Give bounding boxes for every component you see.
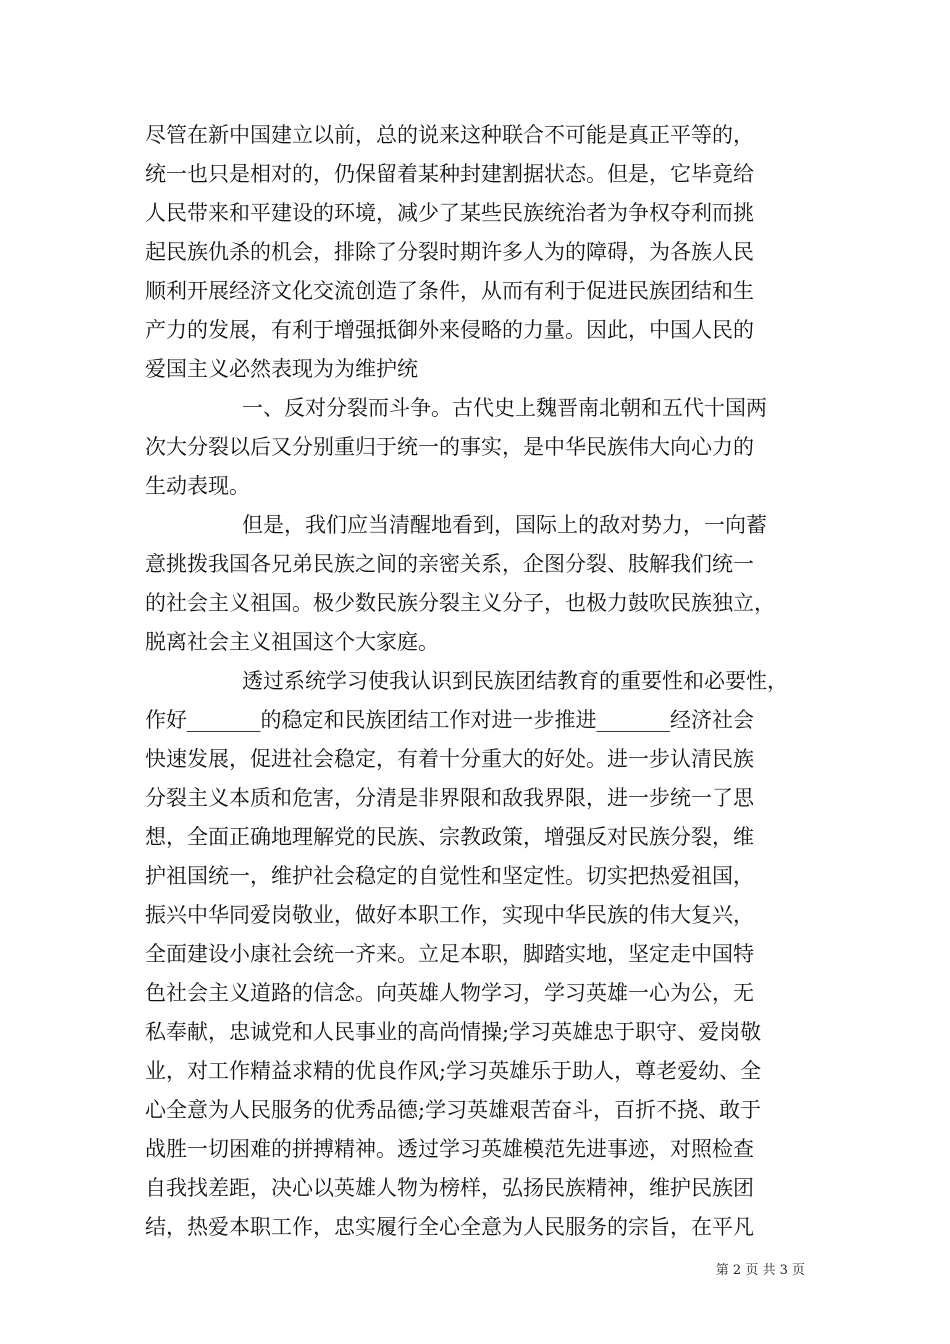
text-line: 想，全面正确地理解党的民族、宗教政策，增强反对民族分裂，维 bbox=[145, 825, 754, 849]
text-line: 作好_______的稳定和民族团结工作对进一步推进_______经济社会 bbox=[145, 708, 754, 732]
text-line: 振兴中华同爱岗敬业，做好本职工作，实现中华民族的伟大复兴， bbox=[145, 903, 754, 927]
text-line: 业，对工作精益求精的优良作风;学习英雄乐于助人，尊老爱幼、全 bbox=[145, 1059, 762, 1083]
text-line: 的社会主义祖国。极少数民族分裂主义分子，也极力鼓吹民族独立， bbox=[145, 591, 775, 615]
text-line: 心全意为人民服务的优秀品德;学习英雄艰苦奋斗，百折不挠、敢于 bbox=[145, 1098, 762, 1122]
text-line: 分裂主义本质和危害，分清是非界限和敌我界限，进一步统一了思 bbox=[145, 786, 754, 810]
text-line: 次大分裂以后又分别重归于统一的事实，是中华民族伟大向心力的 bbox=[145, 435, 754, 459]
text-line: 透过系统学习使我认识到民族团结教育的重要性和必要性， bbox=[242, 669, 788, 693]
text-line: 脱离社会主义祖国这个大家庭。 bbox=[145, 630, 439, 654]
text-line: 产力的发展，有利于增强抵御外来侵略的力量。因此，中国人民的 bbox=[145, 318, 754, 342]
text-line: 一、反对分裂而斗争。古代史上魏晋南北朝和五代十国两 bbox=[242, 396, 767, 420]
document-body bbox=[145, 116, 805, 1247]
text-line: 护祖国统一，维护社会稳定的自觉性和坚定性。切实把热爱祖国， bbox=[145, 864, 754, 888]
text-line: 色社会主义道路的信念。向英雄人物学习，学习英雄一心为公，无 bbox=[145, 981, 754, 1005]
text-line: 全面建设小康社会统一齐来。立足本职，脚踏实地，坚定走中国特 bbox=[145, 942, 754, 966]
text-line: 爱国主义必然表现为为维护统 bbox=[145, 357, 418, 381]
text-line: 战胜一切困难的拼搏精神。透过学习英雄模范先进事迹，对照检查 bbox=[145, 1137, 754, 1161]
text-line: 起民族仇杀的机会，排除了分裂时期许多人为的障碍，为各族人民 bbox=[145, 240, 754, 264]
text-line: 人民带来和平建设的环境，减少了某些民族统治者为争权夺利而挑 bbox=[145, 201, 754, 225]
text-line: 结，热爱本职工作，忠实履行全心全意为人民服务的宗旨，在平凡 bbox=[145, 1215, 754, 1239]
text-line: 统一也只是相对的，仍保留着某种封建割据状态。但是，它毕竟给 bbox=[145, 162, 754, 186]
page-number: 第 2 页 共 3 页 bbox=[715, 1263, 805, 1278]
text-line: 快速发展，促进社会稳定，有着十分重大的好处。进一步认清民族 bbox=[145, 747, 754, 771]
text-line: 尽管在新中国建立以前，总的说来这种联合不可能是真正平等的， bbox=[145, 123, 754, 147]
text-line: 但是，我们应当清醒地看到，国际上的敌对势力，一向蓄 bbox=[242, 513, 767, 537]
text-line: 生动表现。 bbox=[145, 474, 250, 498]
text-line: 私奉献，忠诚党和人民事业的高尚情操;学习英雄忠于职守、爱岗敬 bbox=[145, 1020, 762, 1044]
text-line: 自我找差距，决心以英雄人物为榜样，弘扬民族精神，维护民族团 bbox=[145, 1176, 754, 1200]
text-line: 意挑拨我国各兄弟民族之间的亲密关系，企图分裂、肢解我们统一 bbox=[145, 552, 754, 576]
text-line: 顺利开展经济文化交流创造了条件，从而有利于促进民族团结和生 bbox=[145, 279, 754, 303]
